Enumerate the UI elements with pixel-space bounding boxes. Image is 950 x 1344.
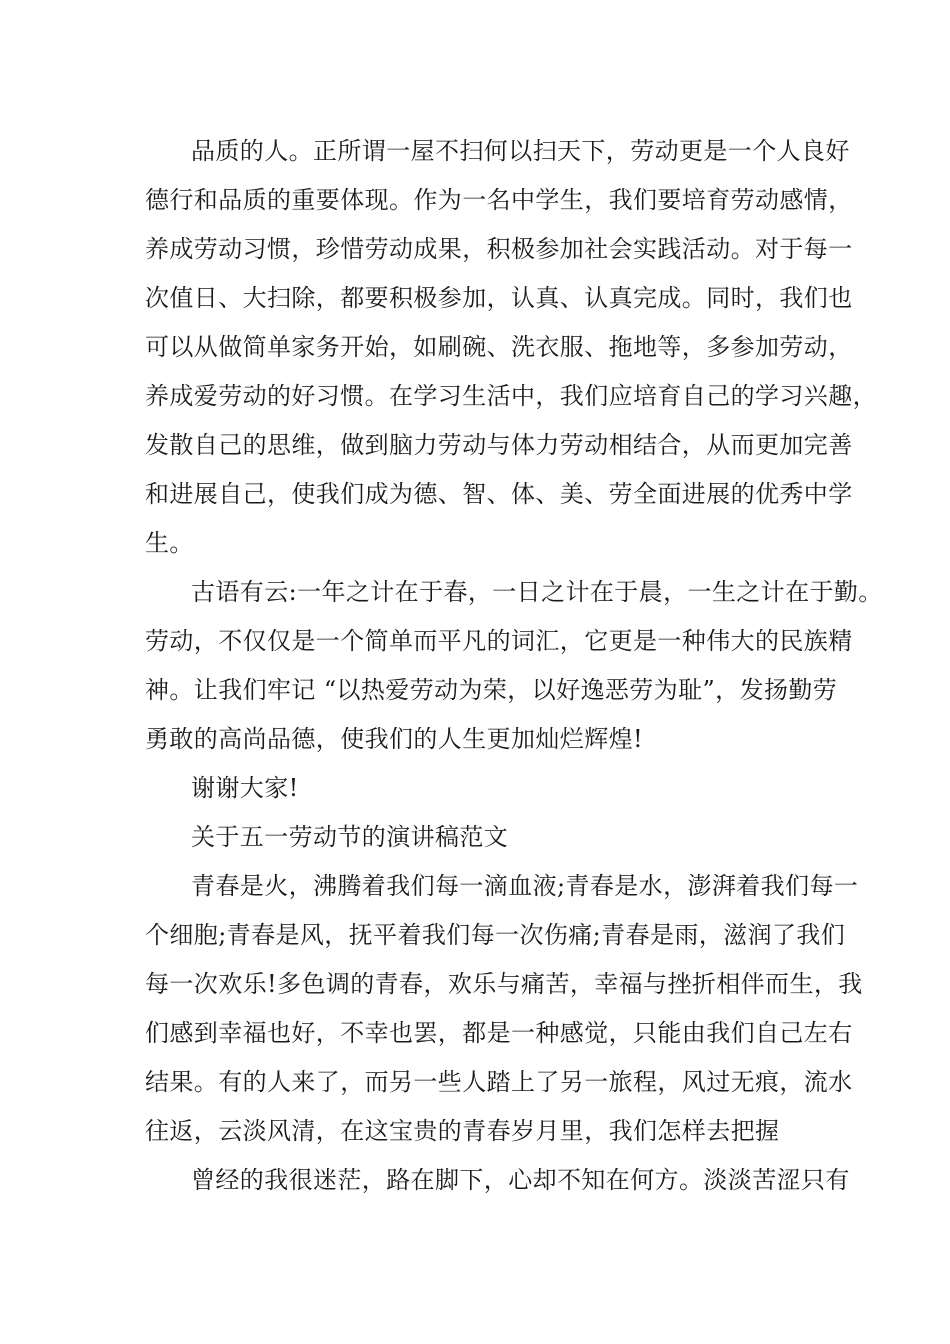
text-line: 劳动，不仅仅是一个简单而平凡的词汇，它更是一种伟大的民族精 (145, 627, 853, 655)
text-line: 往返，云淡风清，在这宝贵的青春岁月里，我们怎样去把握 (145, 1117, 780, 1145)
text-line: 结果。有的人来了，而另一些人踏上了另一旅程，风过无痕，流水 (145, 1068, 853, 1096)
text-line: 个细胞;青春是风，抚平着我们每一次伤痛;青春是雨，滋润了我们 (145, 921, 846, 949)
text-line: 谢谢大家! (191, 774, 299, 802)
text-line: 养成劳动习惯，珍惜劳动成果，积极参加社会实践活动。对于每一 (145, 235, 853, 263)
text-line: 青春是火，沸腾着我们每一滴血液;青春是水，澎湃着我们每一 (191, 872, 859, 900)
text-line: 次值日、大扫除，都要积极参加，认真、认真完成。同时，我们也 (145, 284, 853, 312)
text-line: 们感到幸福也好，不幸也罢，都是一种感觉，只能由我们自己左右 (145, 1019, 853, 1047)
text-line: 生。 (145, 529, 194, 557)
body-text (145, 127, 883, 1205)
text-line: 勇敢的高尚品德，使我们的人生更加灿烂辉煌! (145, 725, 644, 753)
text-line: 神。让我们牢记 “以热爱劳动为荣，以好逸恶劳为耻”，发扬勤劳 (145, 676, 838, 704)
text-line: 品质的人。正所谓一屋不扫何以扫天下，劳动更是一个人良好 (191, 137, 850, 165)
text-line: 养成爱劳动的好习惯。在学习生活中，我们应培育自己的学习兴趣， (145, 382, 877, 410)
text-line: 关于五一劳动节的演讲稿范文 (191, 823, 509, 851)
text-line: 德行和品质的重要体现。作为一名中学生，我们要培育劳动感情， (145, 186, 853, 214)
text-line: 曾经的我很迷茫，路在脚下，心却不知在何方。淡淡苦涩只有 (191, 1166, 850, 1194)
text-line: 发散自己的思维，做到脑力劳动与体力劳动相结合，从而更加完善 (145, 431, 853, 459)
text-line: 每一次欢乐!多色调的青春，欢乐与痛苦，幸福与挫折相伴而生，我 (145, 970, 863, 998)
text-line: 可以从做简单家务开始，如刷碗、洗衣服、拖地等，多参加劳动， (145, 333, 853, 361)
text-line: 和进展自己，使我们成为德、智、体、美、劳全面进展的优秀中学 (145, 480, 853, 508)
text-line: 古语有云:一年之计在于春，一日之计在于晨，一生之计在于勤。 (191, 578, 883, 606)
